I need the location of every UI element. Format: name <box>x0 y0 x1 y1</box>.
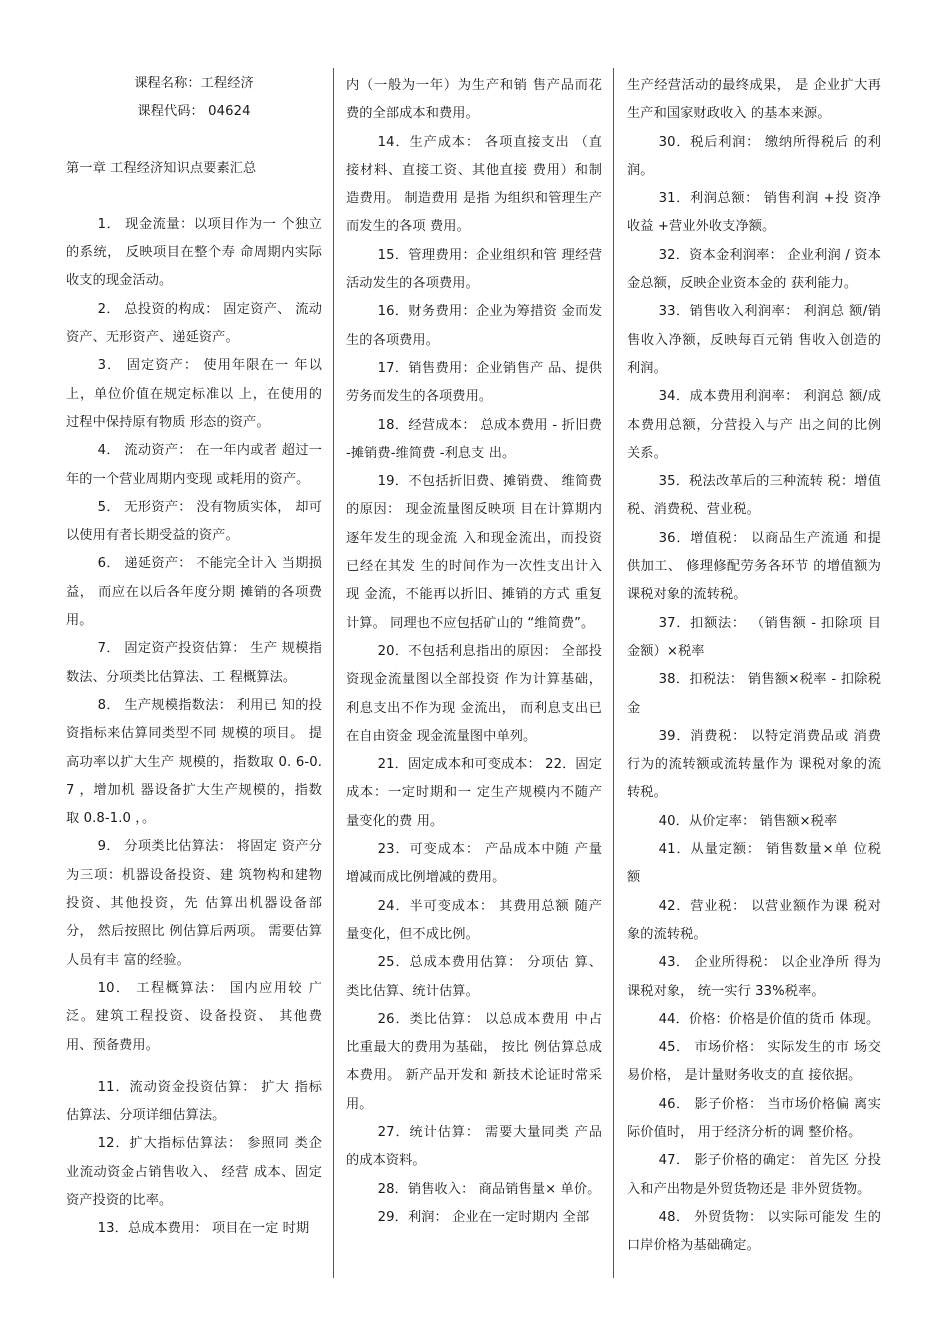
list-item: 34．成本费用利润率： 利润总 额/成本费用总额，分营投入与产 出之间的比例关系。 <box>627 389 881 461</box>
list-item: 12．扩大指标估算法： 参照同 类企业流动资金占销售收入、 经营 成本、固定资产投资的比率。 <box>66 1136 322 1208</box>
list-item: 27．统计估算： 需要大量同类 产品的成本资料。 <box>346 1124 602 1169</box>
chapter-title: 第一章 工程经济知识点要素汇总 <box>66 160 257 176</box>
list-item: 16．财务费用：企业为筹措资 金而发生的各项费用。 <box>346 304 602 348</box>
column-divider <box>333 68 334 1278</box>
course-name: 课程名称：工程经济 <box>134 76 254 91</box>
list-item: 46． 影子价格： 当市场价格偏 离实际价值时， 用于经济分析的调 整价格。 <box>627 1096 881 1140</box>
list-item: 39．消费税： 以特定消费品或 消费行为的流转额或流转量作为 课税对象的流转税。 <box>627 728 881 801</box>
list-item: 17．销售费用：企业销售产 品、提供劳务而发生的各项费用。 <box>346 360 602 405</box>
list-item: 32．资本金利润率： 企业利润 / 资本金总额，反映企业资本金的 获利能力。 <box>627 247 881 292</box>
column-divider <box>613 68 614 1278</box>
list-item: 45． 市场价格： 实际发生的市 场交易价格， 是计量财务收支的直 接依据。 <box>627 1040 881 1084</box>
list-item: 47． 影子价格的确定： 首先区 分投入和产出物是外贸货物还是 非外贸货物。 <box>627 1153 881 1197</box>
list-item: 10． 工程概算法： 国内应用较 广泛。建筑工程投资、设备投资、 其他费用、预备费用。 <box>66 980 322 1053</box>
list-item: 6． 递延资产： 不能完全计入 当期损益， 而应在以后各年度分期 摊销的各项费用。 <box>66 556 322 629</box>
list-item: 13．总成本费用： 项目在一定 时期 <box>97 1221 310 1237</box>
list-item: 21．固定成本和可变成本： 22．固定成本：一定时期和一 定生产规模内不随产量变化的费 用。 <box>346 757 602 829</box>
list-item: 2． 总投资的构成： 固定资产、 流动资产、无形资产、递延资产。 <box>66 301 322 346</box>
list-item: 15．管理费用：企业组织和管 理经营活动发生的各项费用。 <box>346 247 602 292</box>
list-item: 36．增值税： 以商品生产流通 和提供加工、 修理修配劳务各环节 的增值额为课税对象的流转税。 <box>627 530 881 603</box>
list-item: 19．不包括折旧费、摊销费、 维简费的原因： 现金流量图反映项 目在计算期内逐年发生的现金流 入和现金流出，而投资已经在其发 生的时间作为一次性支出计入现 金流，不能再以折旧、摊销的方式 重复计算。 同理也不应包括矿山的 “维简费”。 <box>346 474 602 631</box>
list-item: 33．销售收入利润率： 利润总 额/销售收入净额，反映每百元销 售收入创造的利润。 <box>627 304 881 376</box>
list-item: 1． 现金流量：以项目作为一 个独立的系统， 反映项目在整个寿 命周期内实际收支的现金活动。 <box>66 216 322 289</box>
list-item: 29．利润： 企业在一定时期内 全部 <box>377 1209 590 1225</box>
list-item: 26．类比估算： 以总成本费用 中占比重最大的费用为基础， 按比 例估算总成本费用。 新产品开发和 新技术论证时常采用。 <box>346 1011 602 1112</box>
continued-text: 内（一般为一年）为生产和销 售产品而花费的全部成本和费用。 <box>346 78 602 122</box>
list-item: 42．营业税： 以营业额作为课 税对象的流转税。 <box>627 898 881 942</box>
list-item: 23．可变成本： 产品成本中随 产量增减而成比例增减的费用。 <box>346 842 602 886</box>
list-item: 11．流动资金投资估算： 扩大 指标估算法、分项详细估算法。 <box>66 1079 322 1124</box>
list-item: 5． 无形资产： 没有物质实体， 却可以使用有者长期受益的资产。 <box>66 499 322 544</box>
list-item: 9． 分项类比估算法： 将固定 资产分为三项：机器设备投资、建 筑物构和建物投资、其他投资，先 估算出机器设备部分， 然后按照比 例估算后两项。 需要估算人员有丰 富的经验。 <box>66 839 322 968</box>
list-item: 28．销售收入： 商品销售量× 单价。 <box>377 1181 601 1197</box>
list-item: 20．不包括利息指出的原因： 全部投资现金流量图以全部投资 作为计算基础，利息支出不作为现 金流出， 而利息支出已在自由资金 现金流量图中单列。 <box>346 643 602 744</box>
list-item: 48． 外贸货物： 以实际可能发 生的口岸价格为基础确定。 <box>627 1209 881 1254</box>
list-item: 18．经营成本： 总成本费用 - 折旧费 -摊销费-维简费 -利息支 出。 <box>346 417 602 461</box>
list-item: 38．扣税法： 销售额×税率 - 扣除税金 <box>627 672 881 716</box>
list-item: 43． 企业所得税： 以企业净所 得为课税对象， 统一实行 33%税率。 <box>627 955 881 999</box>
list-item: 4． 流动资产： 在一年内或者 超过一年的一个营业周期内变现 或耗用的资产。 <box>66 443 322 487</box>
list-item: 44．价格：价格是价值的货币 体现。 <box>658 1011 880 1027</box>
list-item: 14．生产成本： 各项直接支出 （直接材料、直接工资、其他直接 费用）和制造费用。 制造费用 是指 为组织和管理生产而发生的各项 费用。 <box>346 134 602 235</box>
list-item: 24．半可变成本： 其费用总额 随产量变化，但不成比例。 <box>346 898 602 942</box>
column-left <box>66 70 322 1244</box>
course-code: 课程代码： 04624 <box>137 104 251 120</box>
list-item: 3． 固定资产： 使用年限在一 年以上，单位价值在规定标准以 上，在使用的过程中保持原有物质 形态的资产。 <box>66 358 322 430</box>
column-right <box>627 72 881 1260</box>
list-item: 40．从价定率： 销售额×税率 <box>658 813 838 829</box>
list-item: 37．扣额法： （销售额 - 扣除项 目金额）×税率 <box>627 615 881 659</box>
list-item: 31．利润总额： 销售利润 +投 资净收益 +营业外收支净额。 <box>627 191 881 235</box>
list-item: 8． 生产规模指数法： 利用已 知的投资指标来估算同类型不同 规模的项目。 提高功率以扩大生产 规模的，指数取 0. 6-0.7 ，增加机 器设备扩大生产规模的，指数取 0.8-1.0 ，。 <box>66 697 322 827</box>
list-item: 30．税后利润： 缴纳所得税后 的利润。 <box>627 134 881 178</box>
column-middle <box>346 72 602 1232</box>
list-item: 35．税法改革后的三种流转 税：增值税、消费税、营业税。 <box>627 474 881 518</box>
list-item: 25．总成本费用估算： 分项估 算、类比估算、统计估算。 <box>346 955 602 999</box>
continued-text: 生产经营活动的最终成果， 是 企业扩大再生产和国家财政收入 的基本来源。 <box>627 78 881 122</box>
list-item: 7． 固定资产投资估算： 生产 规模指数法、分项类比估算法、工 程概算法。 <box>66 641 322 685</box>
list-item: 41．从量定额： 销售数量×单 位税额 <box>627 842 881 886</box>
